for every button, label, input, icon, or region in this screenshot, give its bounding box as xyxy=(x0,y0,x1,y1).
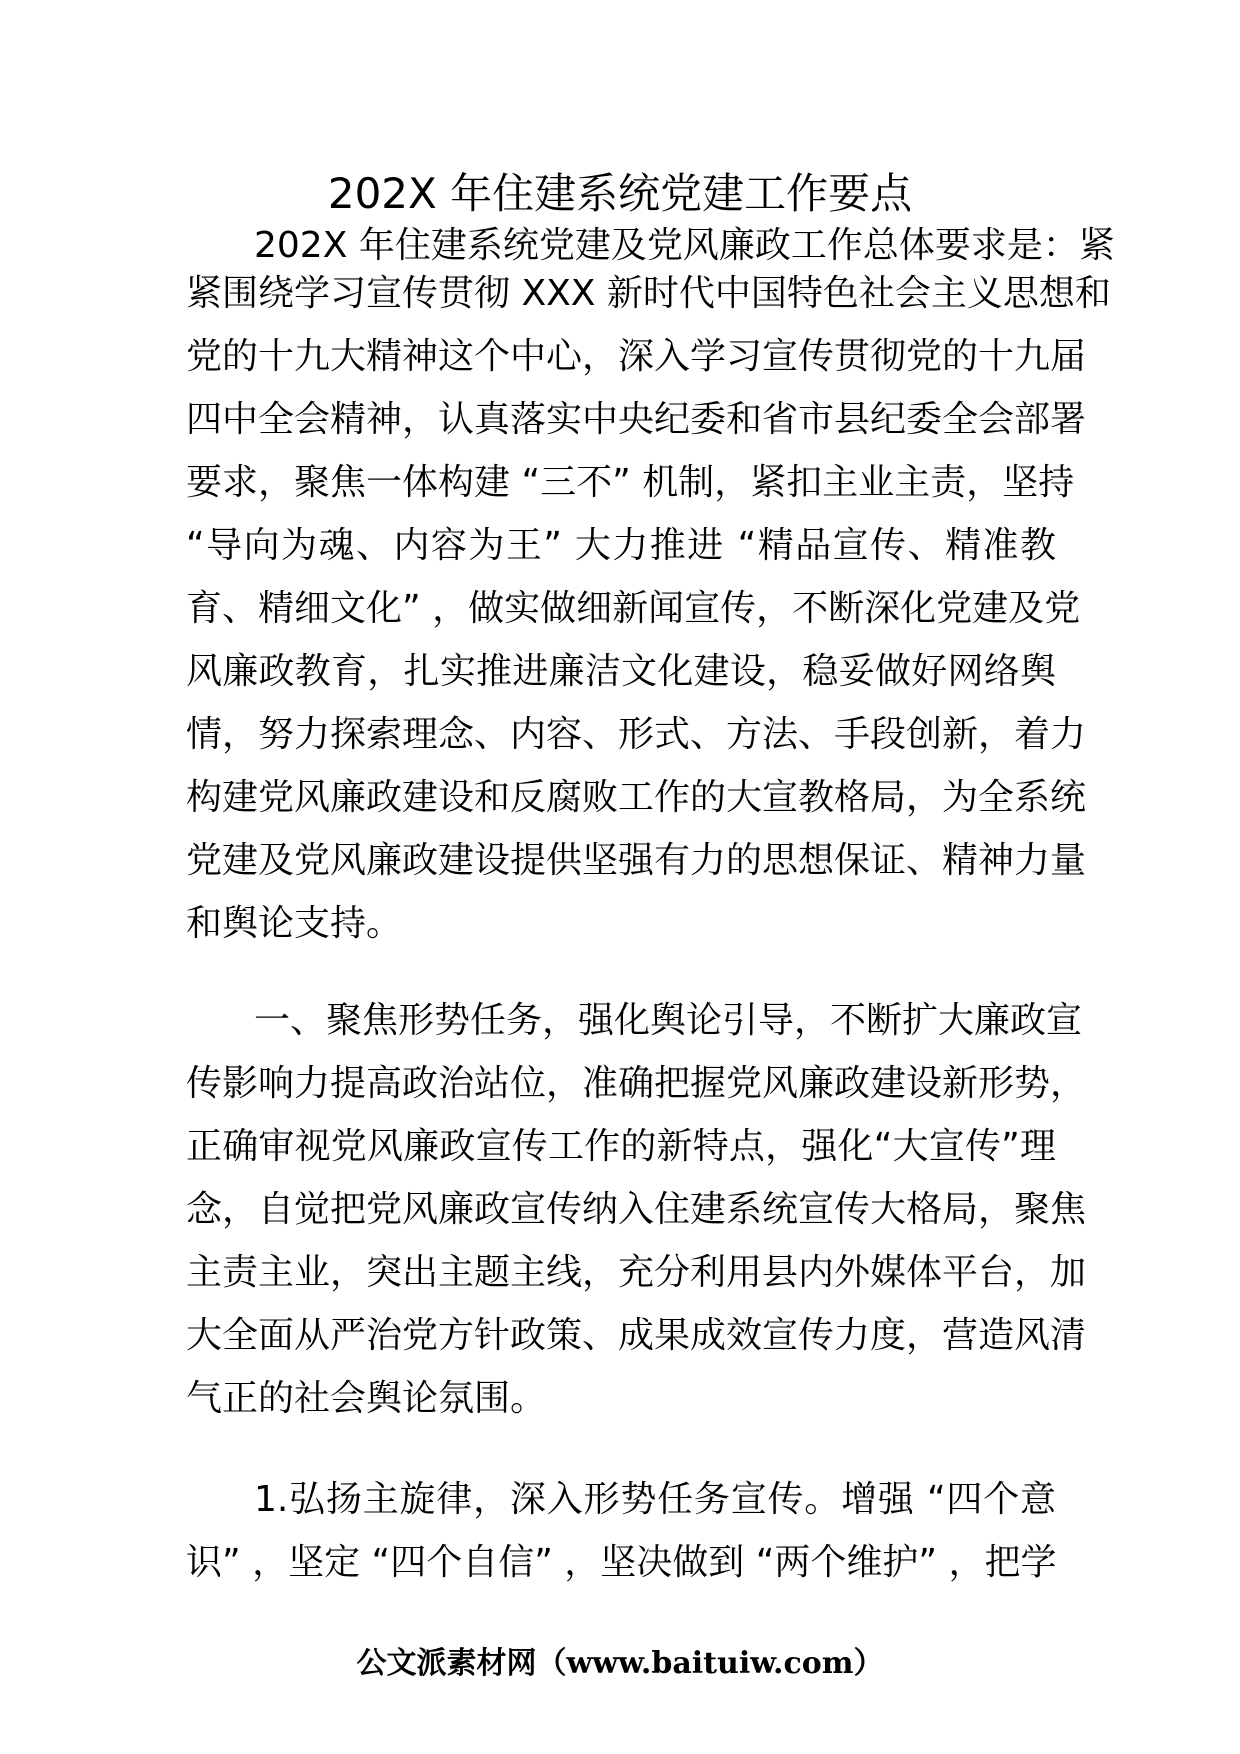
page-title: 202X 年住建系统党建工作要点 xyxy=(327,169,913,218)
body-line: 风廉政教育，扎实推进廉洁文化建设，稳妥做好网络舆 xyxy=(186,651,1056,692)
body-line: 四中全会精神，认真落实中央纪委和省市县纪委全会部署 xyxy=(186,399,1087,440)
body-line: 构建党风廉政建设和反腐败工作的大宣教格局，为全系统 xyxy=(186,777,1087,818)
body-line: 情，努力探索理念、内容、形式、方法、手段创新，着力 xyxy=(186,714,1087,755)
body-line: 正确审视党风廉政宣传工作的新特点，强化“大宣传”理 xyxy=(186,1126,1056,1167)
subsection-line: 1.弘扬主旋律，深入形势任务宣传。增强 “四个意 xyxy=(254,1479,1056,1520)
body-line: 大全面从严治党方针政策、成果成效宣传力度，营造风清 xyxy=(186,1315,1087,1356)
body-line: 紧围绕学习宣传贯彻 XXX 新时代中国特色社会主义思想和 xyxy=(186,273,1111,314)
body-line: 主责主业，突出主题主线，充分利用县内外媒体平台，加 xyxy=(186,1252,1087,1293)
body-line: 202X 年住建系统党建及党风廉政工作总体要求是：紧 xyxy=(254,225,1115,266)
body-line: 传影响力提高政治站位，准确把握党风廉政建设新形势， xyxy=(186,1063,1087,1104)
body-line: 党建及党风廉政建设提供坚强有力的思想保证、精神力量 xyxy=(186,840,1087,881)
body-line: 育、精细文化” ，做实做细新闻宣传，不断深化党建及党 xyxy=(186,588,1081,629)
body-line: 要求，聚焦一体构建 “三不” 机制，紧扣主业主责，坚持 xyxy=(186,462,1075,503)
section-heading-line: 一、聚焦形势任务，强化舆论引导，不断扩大廉政宣 xyxy=(254,1000,1083,1041)
body-line: “导向为魂、内容为王” 大力推进 “精品宣传、精准教 xyxy=(186,525,1056,566)
body-line: 识” ，坚定 “四个自信” ，坚决做到 “两个维护” ，把学 xyxy=(186,1542,1057,1583)
body-line: 党的十九大精神这个中心，深入学习宣传贯彻党的十九届 xyxy=(186,336,1087,377)
body-line: 气正的社会舆论氛围。 xyxy=(186,1378,547,1419)
body-line: 念，自觉把党风廉政宣传纳入住建系统宣传大格局，聚焦 xyxy=(186,1189,1087,1230)
footer-watermark: 公文派素材网（www.baituiw.com） xyxy=(356,1646,884,1681)
body-line: 和舆论支持。 xyxy=(186,903,403,944)
